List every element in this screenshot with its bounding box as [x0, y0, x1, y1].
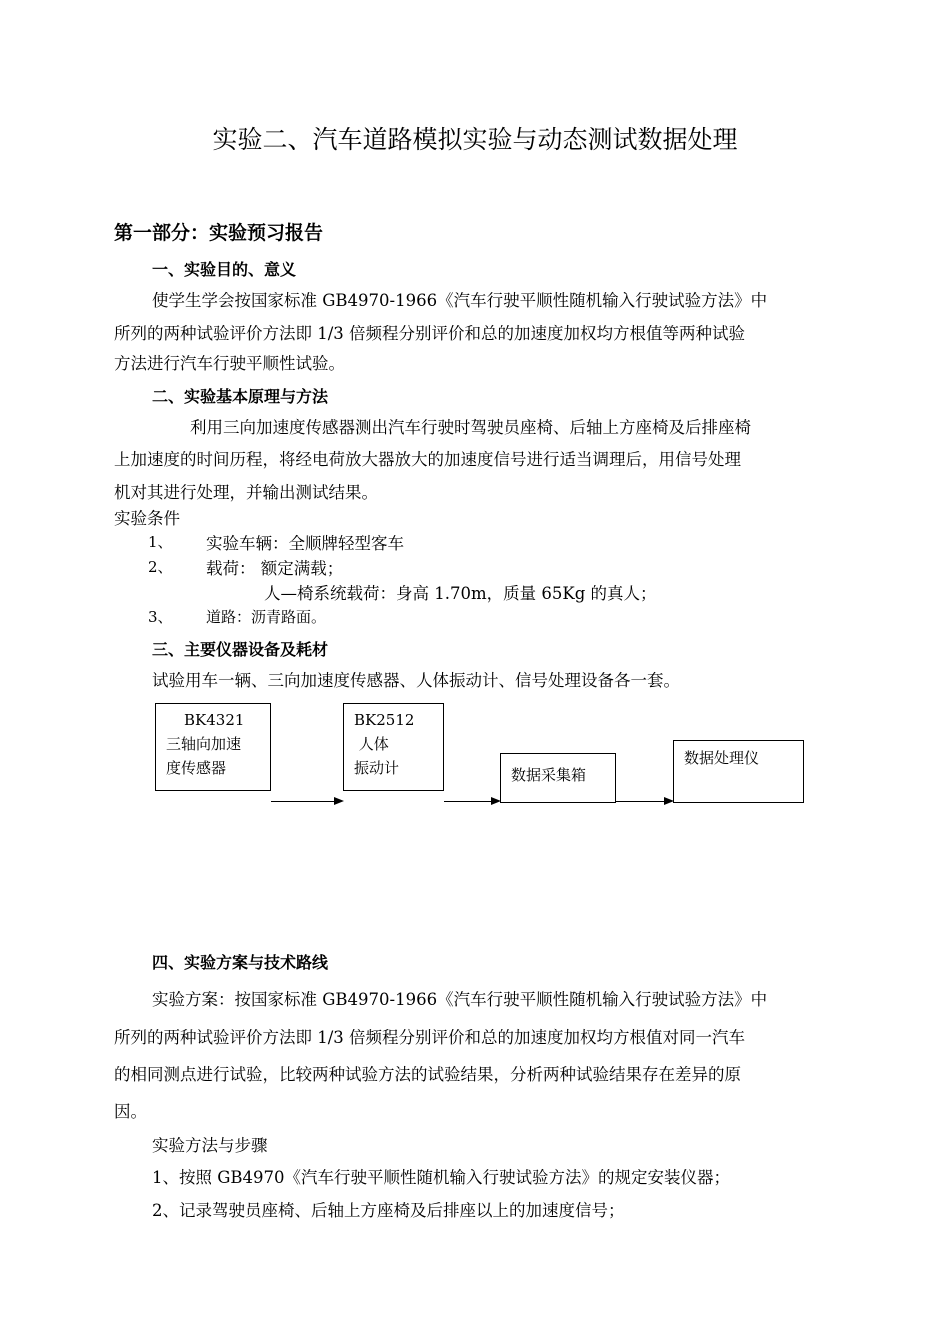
sensor-box [155, 703, 271, 791]
daq-box-label: 数据采集箱 [511, 766, 587, 784]
condition-text: 道路：沥青路面。 [206, 608, 327, 626]
steps-label: 实验方法与步骤 [152, 1136, 268, 1155]
section1-line: 所列的两种试验评价方法即 1/3 倍频程分别评价和总的加速度加权均方根值等两种试验 [114, 324, 746, 343]
daq-box [500, 753, 616, 803]
section4-line: 所列的两种试验评价方法即 1/3 倍频程分别评价和总的加速度加权均方根值对同一汽车 [114, 1028, 746, 1047]
condition-text: 载荷： 额定满载； [206, 559, 344, 578]
condition-num: 1、 [148, 533, 173, 551]
sensor-box-line: BK4321 [184, 711, 245, 729]
section4-line: 的相同测点进行试验，比较两种试验方法的试验结果，分析两种试验结果存在差异的原 [114, 1065, 741, 1084]
sensor-box-line: 三轴向加速 [166, 735, 242, 753]
section2-line: 利用三向加速度传感器测出汽车行驶时驾驶员座椅、后轴上方座椅及后排座椅 [190, 418, 751, 437]
sensor-box-line: 度传感器 [166, 759, 227, 777]
section1-line: 使学生学会按国家标准 GB4970-1966《汽车行驶平顺性随机输入行驶试验方法》中 [152, 291, 768, 310]
section2-heading: 二、实验基本原理与方法 [152, 387, 329, 406]
arrow-head-icon [334, 797, 344, 805]
processor-box [673, 740, 804, 803]
part-heading: 第一部分：实验预习报告 [114, 222, 324, 244]
section4-line: 实验方案：按国家标准 GB4970-1966《汽车行驶平顺性随机输入行驶试验方法》中 [152, 990, 768, 1009]
vibration-box-line: 振动计 [354, 759, 400, 777]
section1-heading: 一、实验目的、意义 [152, 260, 297, 279]
conditions-label: 实验条件 [114, 509, 180, 528]
page-title: 实验二、汽车道路模拟实验与动态测试数据处理 [212, 125, 738, 154]
vibration-box-line: 人体 [354, 735, 389, 753]
arrow-line [444, 801, 491, 802]
step-item: 2、记录驾驶员座椅、后轴上方座椅及后排座以上的加速度信号； [152, 1201, 625, 1220]
arrow-line [616, 801, 664, 802]
condition-text: 实验车辆：全顺牌轻型客车 [206, 534, 404, 553]
vibration-box-line: BK2512 [354, 711, 415, 729]
processor-box-label: 数据处理仪 [684, 749, 760, 767]
condition-text: 人—椅系统载荷：身高 1.70m，质量 65Kg 的真人； [264, 584, 657, 603]
section1-line: 方法进行汽车行驶平顺性试验。 [114, 354, 345, 373]
vibration-meter-box [343, 703, 444, 791]
section2-line: 上加速度的时间历程，将经电荷放大器放大的加速度信号进行适当调理后，用信号处理 [114, 450, 741, 469]
section4-heading: 四、实验方案与技术路线 [152, 953, 329, 972]
arrow-line [271, 801, 334, 802]
section4-line: 因。 [114, 1102, 147, 1121]
section3-heading: 三、主要仪器设备及耗材 [152, 640, 329, 659]
section3-line: 试验用车一辆、三向加速度传感器、人体振动计、信号处理设备各一套。 [152, 671, 680, 690]
condition-num: 2、 [148, 558, 173, 576]
section2-line: 机对其进行处理，并输出测试结果。 [114, 483, 378, 502]
step-item: 1、按照 GB4970《汽车行驶平顺性随机输入行驶试验方法》的规定安装仪器； [152, 1168, 731, 1187]
condition-num: 3、 [148, 608, 173, 626]
